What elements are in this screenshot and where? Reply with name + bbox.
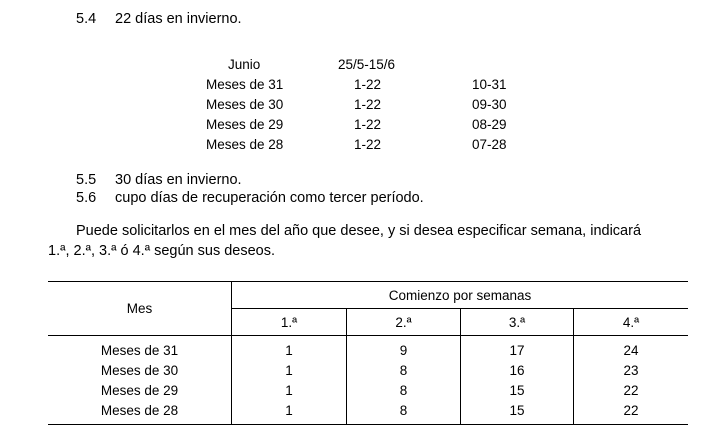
small-table-row-value: 1-22 — [354, 137, 382, 152]
table-row-label: Meses de 28 — [100, 403, 179, 418]
small-table-row-label: Meses de 29 — [206, 117, 284, 132]
paragraph-line-2: 1.ª, 2.ª, 3.ª ó 4.ª según sus deseos. — [48, 243, 276, 259]
section-number-5-4: 5.4 — [76, 11, 97, 27]
table-cell: 16 — [509, 363, 525, 378]
small-table-row-range: 10-31 — [472, 77, 507, 92]
small-table-row-label: Meses de 28 — [206, 137, 284, 152]
section-text-5-6: cupo días de recuperación como tercer período. — [115, 190, 424, 206]
table-cell: 1 — [285, 403, 293, 418]
table-top-rule — [48, 281, 688, 282]
table-row-label: Meses de 31 — [100, 343, 179, 358]
table-header-week-2: 2.ª — [395, 315, 412, 330]
small-table-row-range: 07-28 — [472, 137, 507, 152]
small-table-row-label: Meses de 31 — [206, 77, 284, 92]
table-header-week-1: 1.ª — [280, 315, 298, 330]
paragraph-line-1: Puede solicitarlos en el mes del año que desee, y si desea especificar semana, indicará — [76, 223, 642, 239]
section-text-5-4: 22 días en invierno. — [115, 11, 242, 27]
small-table-header-range: 25/5-15/6 — [338, 57, 396, 72]
table-cell: 22 — [623, 403, 639, 418]
table-cell: 15 — [509, 383, 525, 398]
table-row-label: Meses de 29 — [100, 383, 179, 398]
small-table-header-month: Junio — [228, 57, 261, 72]
section-number-5-5: 5.5 — [76, 172, 97, 188]
table-cell: 24 — [623, 343, 639, 358]
small-table-row-value: 1-22 — [354, 77, 382, 92]
section-text-5-5: 30 días en invierno. — [115, 172, 242, 188]
table-row-label: Meses de 30 — [100, 363, 179, 378]
table-header-week-4: 4.ª — [622, 315, 640, 330]
table-cell: 22 — [623, 383, 639, 398]
small-table-row-range: 08-29 — [472, 117, 507, 132]
small-table-row-value: 1-22 — [354, 97, 382, 112]
table-cell: 17 — [509, 343, 525, 358]
table-cell: 1 — [285, 363, 293, 378]
table-header-rule — [48, 335, 688, 336]
table-bottom-rule — [48, 424, 688, 425]
table-cell: 9 — [399, 343, 408, 358]
table-cell: 23 — [623, 363, 639, 378]
table-header-week-3: 3.ª — [508, 315, 526, 330]
small-table-row-range: 09-30 — [472, 97, 507, 112]
table-cell: 8 — [399, 403, 408, 418]
table-cell: 1 — [285, 343, 293, 358]
table-cell: 8 — [399, 363, 408, 378]
table-cell: 1 — [285, 383, 293, 398]
section-number-5-6: 5.6 — [76, 190, 97, 206]
table-cell: 8 — [399, 383, 408, 398]
table-header-mes: Mes — [126, 301, 153, 316]
small-table-row-label: Meses de 30 — [206, 97, 284, 112]
table-cell: 15 — [509, 403, 525, 418]
table-header-group: Comienzo por semanas — [388, 288, 532, 303]
small-table-row-value: 1-22 — [354, 117, 382, 132]
